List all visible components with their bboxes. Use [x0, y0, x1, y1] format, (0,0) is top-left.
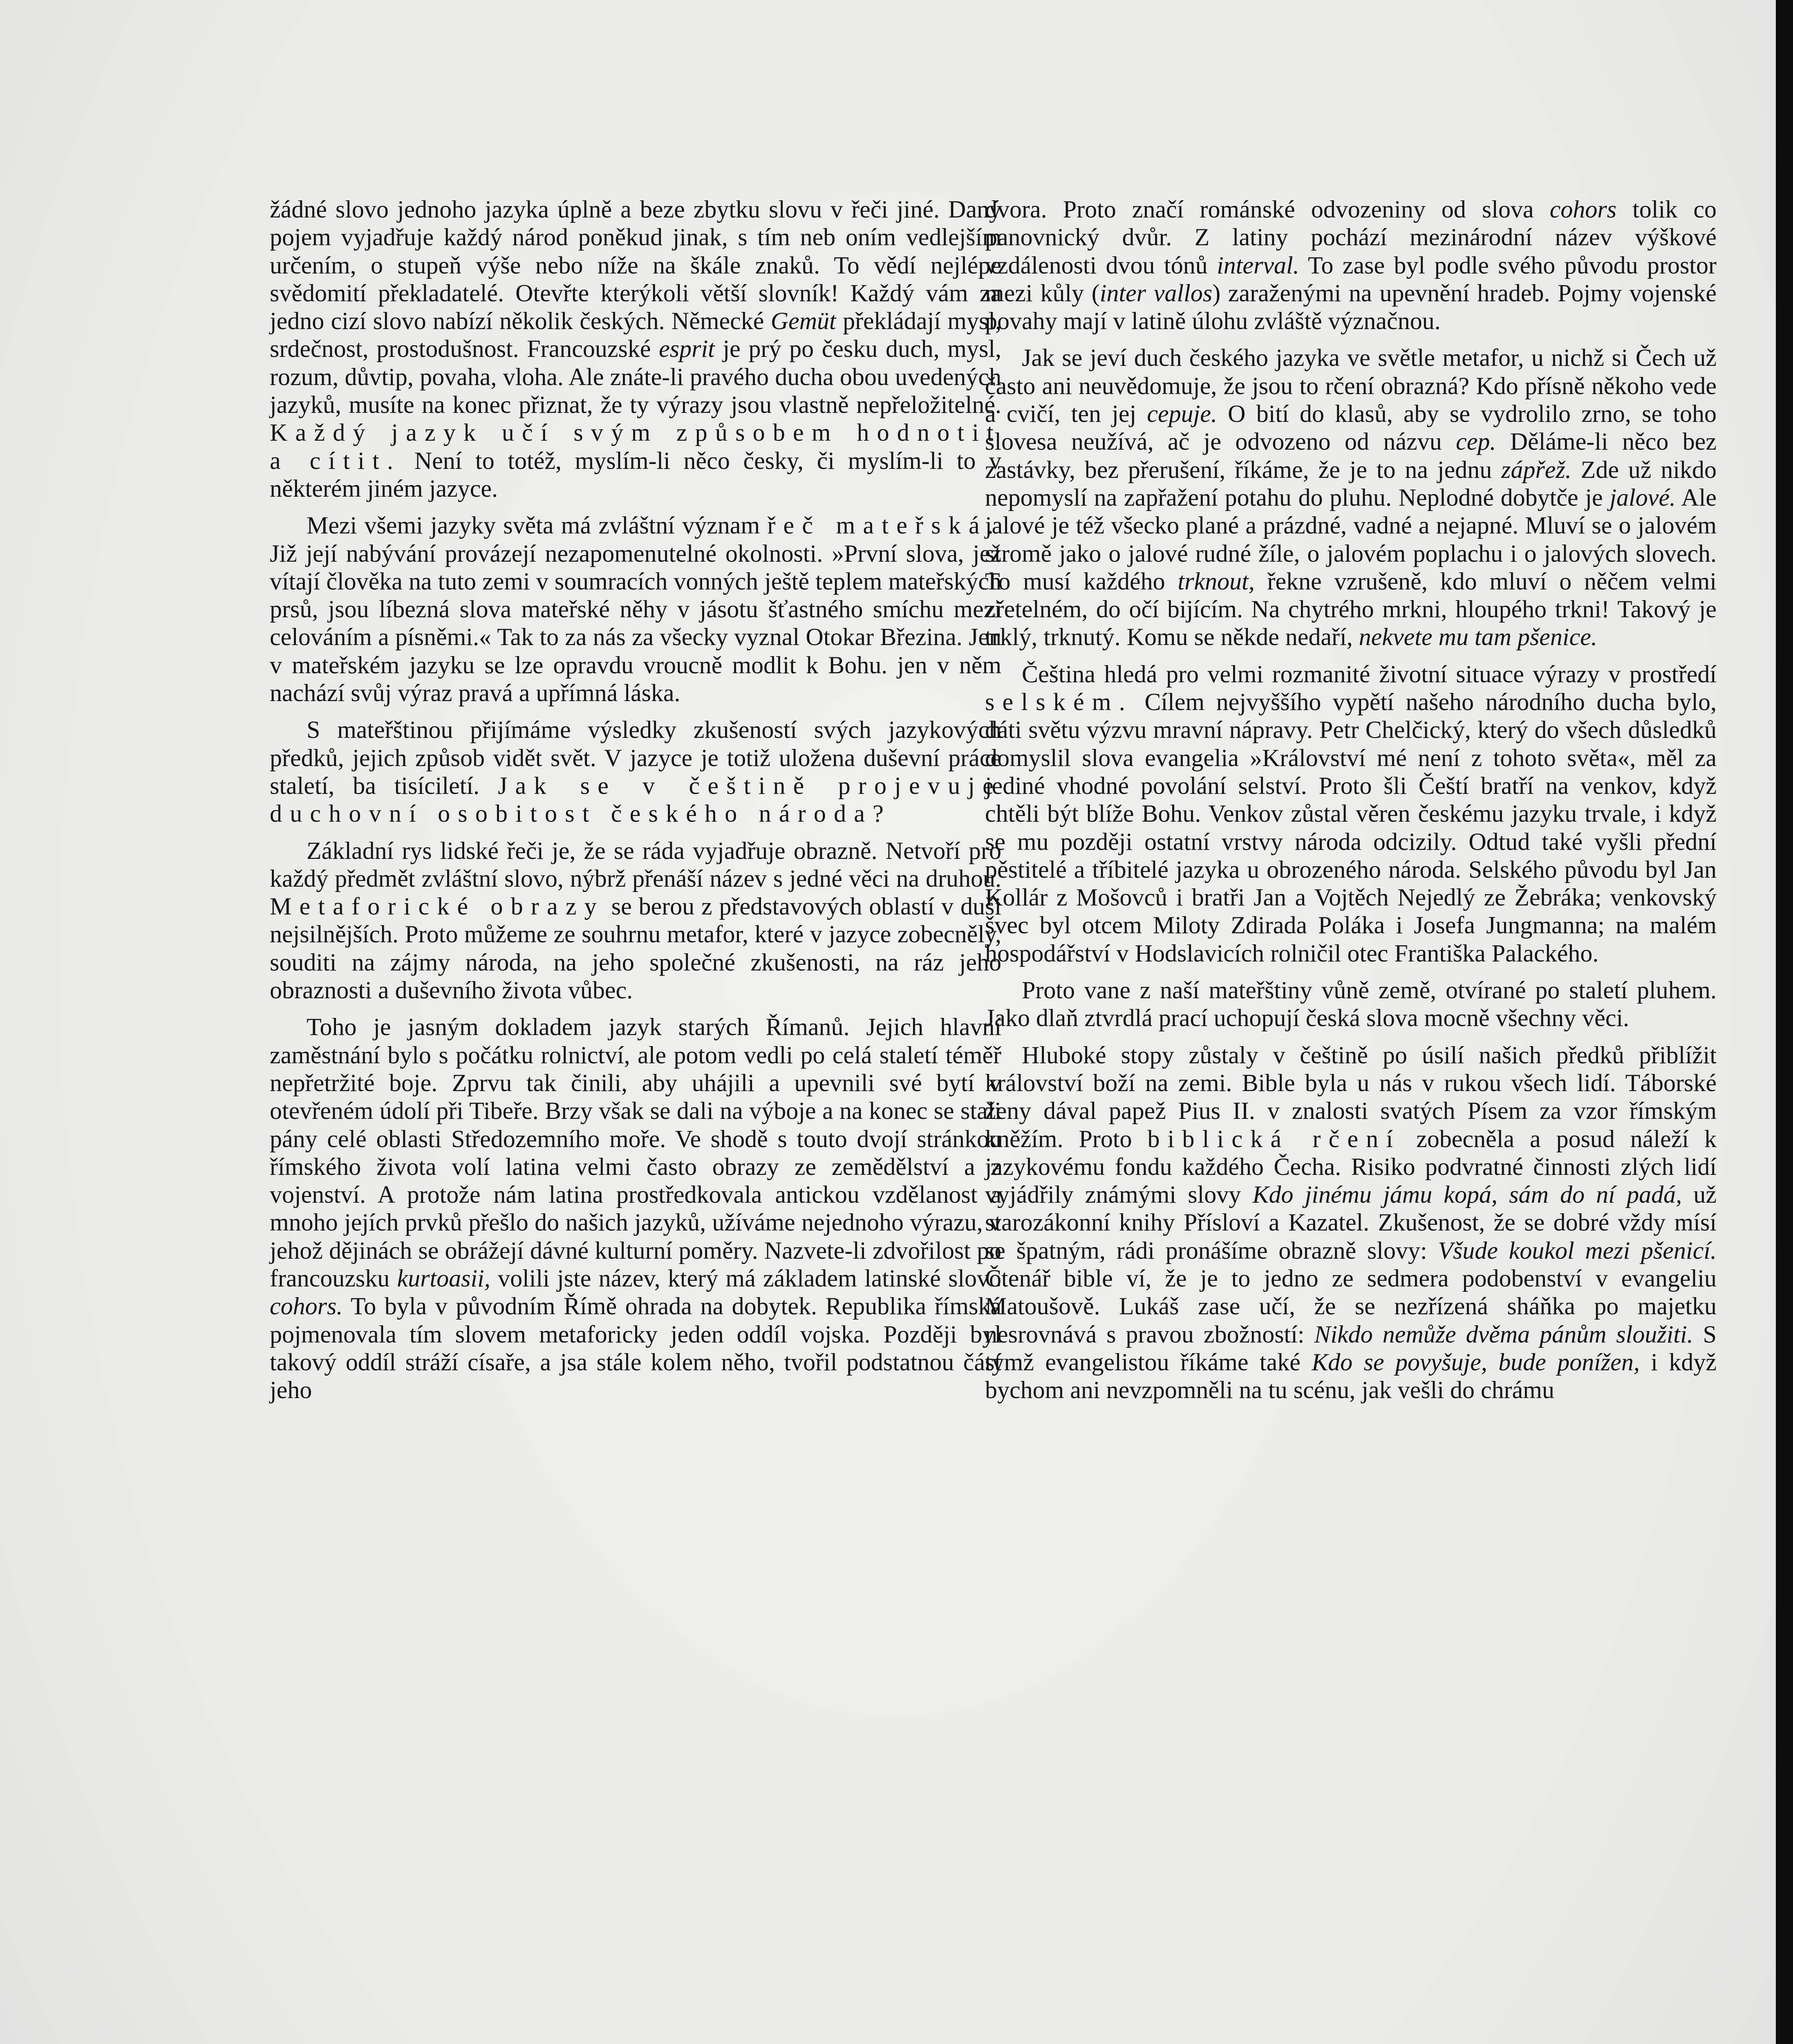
- paragraph: dvora. Proto značí románské odvozeniny od slova cohors tolik co panovnický dvůr. Z latiny pochází mezinárodní název výškové vzdálenosti dvou tónů interval. To zase byl podle svého původu prostor mezi kůly (inter vallos) zaraženými na upevnění hradeb. Pojmy vojenské povahy mají v latině úlohu zvláště význačnou.: [985, 196, 1717, 335]
- paragraph: Proto vane z naší mateřštiny vůně země, otvírané po staletí pluhem. Jako dlaň ztvrdlá prací uchopují česká slova mocně všechny věci.: [985, 977, 1717, 1032]
- paragraph: Základní rys lidské řeči je, že se ráda vyjadřuje obrazně. Netvoří pro každý předmět zvláštní slovo, nýbrž přenáší název s jedné věci na druhou. Metaforické obrazy se berou z představových oblastí v duši nejsilnějších. Proto můžeme ze souhrnu metafor, které v jazyce zobecněly, souditi na zájmy národa, na jeho společné zkušenosti, na ráz jeho obraznosti a duševního života vůbec.: [270, 837, 1001, 1004]
- spaced-emphasis: Metaforické obrazy: [270, 893, 604, 920]
- paragraph: Toho je jasným dokladem jazyk starých Římanů. Jejich hlavní zaměstnání bylo s počátku rolnictví, ale potom vedli po celá staletí téměř nepřetržité boje. Zprvu tak činili, aby uhájili a upevnili své bytí v otevřeném údolí při Tibeře. Brzy však se dali na výboje a na konec se stali pány celé oblasti Středozemního moře. Ve shodě s touto dvojí stránkou římského života volí latina velmi často obrazy ze zemědělství a z vojenství. A protože nám latina prostředkovala antickou vzdělanost a mnoho jejích prvků přešlo do našich jazyků, užíváme nejednoho výrazu, v jehož dějinách se obrážejí dávné kulturní poměry. Nazvete-li zdvořilost po francouzsku kurtoasii, volili jste název, který má základem latinské slovo cohors. To byla v původním Římě ohrada na dobytek. Republika římská pojmenovala tím slovem metaforicky jeden oddíl vojska. Později byl takový oddíl stráží císaře, a jsa stále kolem něho, tvořil podstatnou část jeho: [270, 1013, 1001, 1404]
- spaced-emphasis: Jak se v češtině projevuje duchovní osobitost českého národa?: [270, 772, 1001, 827]
- paragraph: S mateřštinou přijímáme výsledky zkušeností svých jazykových předků, jejich způsob vidět svět. V jazyce je totiž uložena duševní práce staletí, ba tisíciletí. Jak se v češtině projevuje duchovní osobitost českého národa?: [270, 716, 1001, 827]
- paragraph: žádné slovo jednoho jazyka úplně a beze zbytku slovu v řeči jiné. Daný pojem vyjadřuje každý národ poněkud jinak, s tím neb oním vedlejším určením, o stupeň výše nebo níže na škále znaků. To vědí nejlépe svědomití překladatelé. Otevřte kterýkoli větší slovník! Každý vám za jedno cizí slovo nabízí několik českých. Německé Gemüt překládají mysl, srdečnost, prostodušnost. Francouzské esprit je prý po česku duch, mysl, rozum, důvtip, povaha, vloha. Ale znáte-li pravého ducha obou uvedených jazyků, musíte na konec přiznat, že ty výrazy jsou vlastně nepřeložitelné. Každý jazyk učí svým způsobem hodnotit a cítit. Není to totéž, myslím-li něco česky, či myslím-li to v některém jiném jazyce.: [270, 196, 1001, 502]
- spaced-emphasis: selském.: [985, 688, 1133, 716]
- left-column: [270, 195, 1001, 1404]
- paragraph: Hluboké stopy zůstaly v češtině po úsilí našich předků přiblížit království boží na zemi. Bible byla u nás v rukou všech lidí. Táborské ženy dával papež Pius II. v znalosti svatých Písem za vzor římským kněžím. Proto biblická rčení zobecněla a posud náleží k jazykovému fondu každého Čecha. Risiko podvratné činnosti zlých lidí vyjádřily známými slovy Kdo jinému jámu kopá, sám do ní padá, už starozákonní knihy Přísloví a Kazatel. Zkušenost, že se dobré vždy mísí se špatným, rádi pronášíme obrazně slovy: Všude koukol mezi pšenicí. Čtenář bible ví, že je to jedno ze sedmera podobenství v evangeliu Matoušově. Lukáš zase učí, že se nezřízená sháňka po majetku nesrovnává s pravou zbožností: Nikdo nemůže dvěma pánům sloužiti. S týmž evangelistou říkáme také Kdo se povyšuje, bude ponížen, i když bychom ani nevzpomněli na tu scénu, jak vešli do chrámu: [985, 1041, 1717, 1404]
- spaced-emphasis: Každý jazyk učí svým způsobem hodnotit a cítit.: [270, 419, 1001, 474]
- scan-edge-bar: [1776, 0, 1793, 2044]
- spaced-emphasis: biblická rčení: [1147, 1125, 1401, 1152]
- paragraph: Čeština hledá pro velmi rozmanité životní situace výrazy v prostředí selském. Cílem nejvyššího vypětí našeho národního ducha bylo, dáti světu výzvu mravní nápravy. Petr Chelčický, který do všech důsledků domyslil slova evangelia »Království mé není z tohoto světa«, měl za jediné vhodné povolání selství. Proto šli Čeští bratří na venkov, když chtěli být blíže Bohu. Venkov zůstal věren českému jazyku trvale, i když se mu později ostatní vrstvy národa odcizily. Odtud také vyšli přední pěstitelé a tříbitelé jazyka u obrozeného národa. Selského původu byl Jan Kollár z Mošovců i bratři Jan a Vojtěch Nejedlý ze Žebráka; venkovský švec byl otcem Miloty Zdirada Poláka i Josefa Jungmanna; na malém hospodářství v Hodslavicích rolničil otec Františka Palackého.: [985, 660, 1717, 967]
- right-column: [985, 195, 1717, 1404]
- paragraph: Jak se jeví duch českého jazyka ve světle metafor, u nichž si Čech už často ani neuvědomuje, že jsou to rčení obrazná? Kdo přísně někoho vede a cvičí, ten jej cepuje. O bití do klasů, aby se vydrolilo zrno, se toho slovesa neužívá, ač je odvozeno od názvu cep. Děláme-li něco bez zastávky, bez přerušení, říkáme, že je to na jednu zápřež. Zde už nikdo nepomyslí na zapřažení potahu do pluhu. Neplodné dobytče je jalové. Ale jalové je též všecko plané a prázdné, vadné a nejapné. Mluví se o jalovém stromě jako o jalové rudné žíle, o jalovém poplachu i o jalových slovech. To musí každého trknout, řekne vzrušeně, kdo mluví o něčem velmi zřetelném, do očí bijícím. Na chytrého mrkni, hloupého trkni! Takový je trklý, trknutý. Komu se někde nedaří, nekvete mu tam pšenice.: [985, 344, 1717, 651]
- paragraph: Mezi všemi jazyky světa má zvláštní význam řeč mateřská. Již její nabývání provázejí nezapomenutelné okolnosti. »První slova, jež vítají člověka na tuto zemi v soumracích vonných ještě teplem mateřských prsů, jsou líbezná slova mateřské něhy v jásotu šťastného smíchu mezi celováním a písněmi.« Tak to za nás za všecky vyznal Otokar Březina. Jen v mateřském jazyku se lze opravdu vroucně modlit k Bohu. jen v něm nachází svůj výraz pravá a upřímná láska.: [270, 512, 1002, 707]
- spaced-emphasis: řeč mateřská.: [767, 512, 1002, 539]
